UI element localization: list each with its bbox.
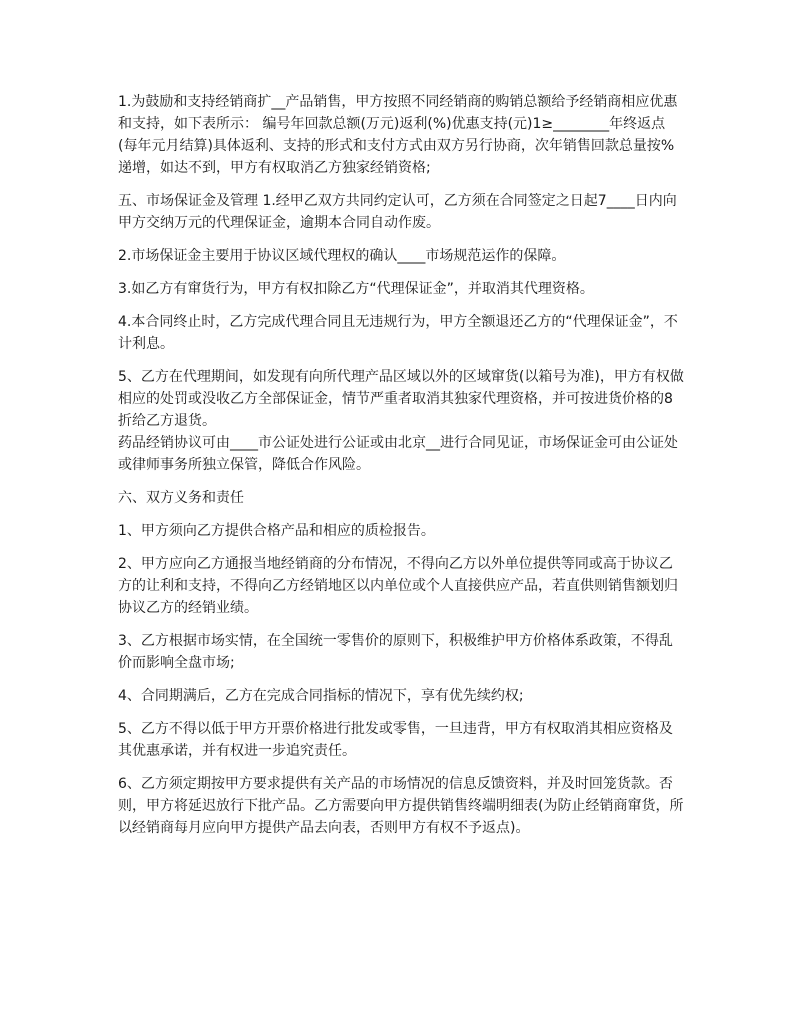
- paragraph-notarization: 药品经销协议可由____市公证处进行公证或由北京__进行合同见证，市场保证金可由公证处或律师事务所独立保管，降低合作风险。: [118, 435, 678, 473]
- paragraph-obligation-2: 2、甲方应向乙方通报当地经销商的分布情况，不得向乙方以外单位提供等同或高于协议乙方的让利和支持，不得向乙方经销地区以内单位或个人直接供应产品，若直供则销售额划归协议乙方的经销业绩。: [118, 556, 678, 616]
- paragraph-rebate-policy: 1.为鼓励和支持经销商扩__产品销售，甲方按照不同经销商的购销总额给予经销商相应优惠和支持，如下表所示： 编号年回款总额(万元)返利(%)优惠支持(元)1≥________年终返点(每年元月结算)具体返利、支持的形式和支付方式由双方另行协商，次年销售回款总量按%递增，如达不到，甲方有权取消乙方独家经销资格;: [118, 94, 678, 176]
- section-heading-obligations: 六、双方义务和责任: [118, 490, 244, 506]
- paragraph-obligation-1: 1、甲方须向乙方提供合格产品和相应的质检报告。: [118, 523, 435, 539]
- paragraph-deposit-refund: 4.本合同终止时，乙方完成代理合同且无违规行为，甲方全额退还乙方的“代理保证金”，不计利息。: [118, 314, 678, 352]
- paragraph-obligation-5: 5、乙方不得以低于甲方开票价格进行批发或零售，一旦违背，甲方有权取消其相应资格及其优惠承诺，并有权进一步追究责任。: [118, 721, 673, 759]
- paragraph-obligation-4: 4、合同期满后，乙方在完成合同指标的情况下，享有优先续约权;: [118, 688, 524, 704]
- paragraph-cross-selling-penalty: 3.如乙方有窜货行为，甲方有权扣除乙方“代理保证金”，并取消其代理资格。: [118, 281, 594, 297]
- paragraph-territory-violation: 5、乙方在代理期间，如发现有向所代理产品区域以外的区域窜货(以箱号为准)，甲方有权做相应的处罚或没收乙方全部保证金，情节严重者取消其独家代理资格，并可按进货价格的8折给乙方退货。: [118, 369, 684, 429]
- paragraph-section-5-deposit: 五、市场保证金及管理 1.经甲乙双方共同约定认可，乙方须在合同签定之日起7____日内向甲方交纳万元的代理保证金，逾期本合同自动作废。: [118, 193, 677, 231]
- paragraph-deposit-purpose: 2.市场保证金主要用于协议区域代理权的确认____市场规范运作的保障。: [118, 248, 566, 264]
- paragraph-obligation-3: 3、乙方根据市场实情，在全国统一零售价的原则下，积极维护甲方价格体系政策，不得乱价而影响全盘市场;: [118, 633, 673, 671]
- document-body: [118, 91, 684, 850]
- paragraph-obligation-6: 6、乙方须定期按甲方要求提供有关产品的市场情况的信息反馈资料，并及时回笼货款。否则，甲方将延迟放行下批产品。乙方需要向甲方提供销售终端明细表(为防止经销商窜货，所以经销商每月应向甲方提供产品去向表，否则甲方有权不予返点)。: [118, 776, 684, 836]
